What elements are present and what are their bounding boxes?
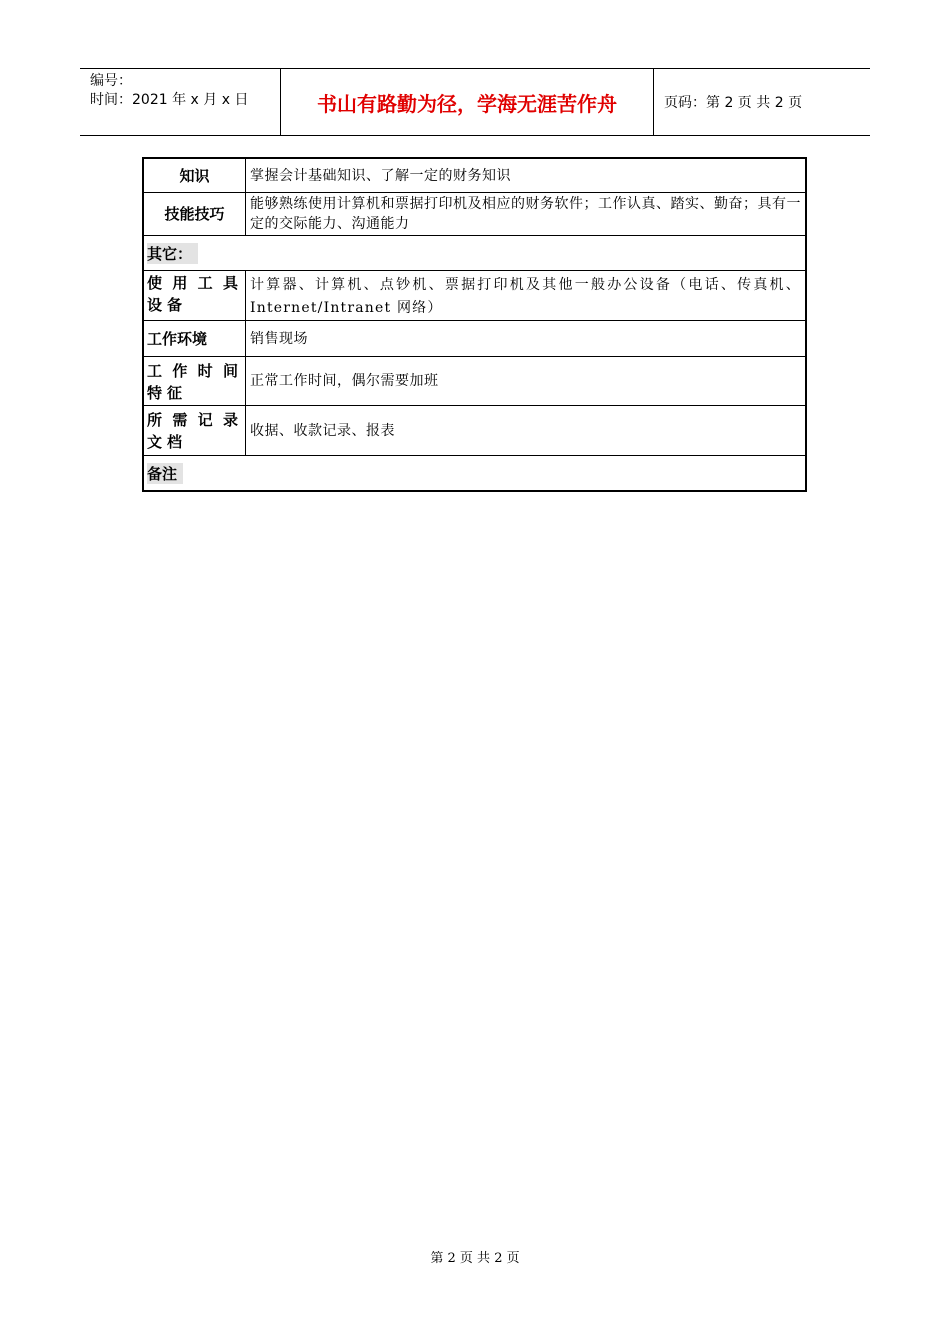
job-description-table: [142, 157, 807, 492]
records-label: 所需记录文档: [144, 406, 246, 455]
table-row-tools: [144, 271, 805, 321]
knowledge-value: [246, 159, 805, 192]
knowledge-label: 知识: [144, 159, 246, 192]
table-row-skills: [144, 193, 805, 236]
worktime-text: 正常工作时间，偶尔需要加班: [250, 373, 439, 389]
table-row-environment: [144, 321, 805, 357]
header-meta-block: [80, 69, 281, 135]
table-row-worktime: [144, 357, 805, 406]
environment-text: 销售现场: [250, 330, 308, 347]
header-motto: 书山有路勤为径，学海无涯苦作舟: [281, 69, 654, 135]
header-page-info: 页码：第 2 页 共 2 页: [664, 95, 803, 111]
records-text: 收据、收款记录、报表: [250, 422, 395, 439]
remarks-label: [144, 456, 183, 490]
tools-label: 使用工具设备: [144, 271, 246, 320]
skills-label: 技能技巧: [144, 193, 246, 235]
table-row-other-header: [144, 236, 805, 271]
records-value: [246, 406, 805, 455]
worktime-label: 工作时间特征: [144, 357, 246, 405]
environment-value: [246, 321, 805, 356]
tools-text: 计算器、计算机、点钞机、票据打印机及其他一般办公设备（电话、传真机、Internet/Intranet 网络）: [250, 277, 801, 316]
knowledge-text: 掌握会计基础知识、了解一定的财务知识: [250, 167, 511, 184]
tools-value: [246, 271, 805, 320]
worktime-value: [246, 357, 805, 405]
skills-text: 能够熟练使用计算机和票据打印机及相应的财务软件；工作认真、踏实、勤奋；具有一定的交际能力、沟通能力: [250, 196, 801, 232]
time-line: 时间：2021 年 x 月 x 日: [90, 92, 249, 108]
environment-label: 工作环境: [144, 321, 246, 356]
other-section-label: [144, 236, 198, 270]
page-footer: 第 2 页 共 2 页: [430, 1251, 520, 1266]
serial-number-label: 编号：: [90, 73, 132, 89]
table-row-knowledge: [144, 159, 805, 193]
skills-value: [246, 193, 805, 235]
document-header: [80, 68, 870, 136]
other-section-text: 其它：: [147, 243, 198, 264]
remarks-text: 备注: [147, 463, 183, 484]
table-row-records: [144, 406, 805, 456]
table-row-remarks: [144, 456, 805, 490]
